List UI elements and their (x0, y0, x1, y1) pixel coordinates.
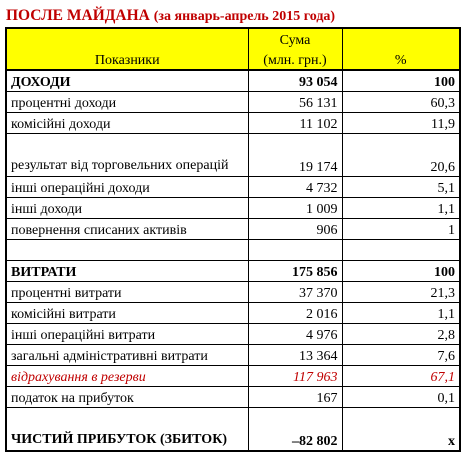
row-value: 56 131 (248, 92, 342, 113)
table-row (6, 177, 460, 198)
row-percent: 7,6 (342, 345, 460, 366)
row-label: процентні витрати (6, 282, 248, 303)
spacer-cell (342, 240, 460, 261)
spacer-cell (248, 240, 342, 261)
table-row (6, 134, 460, 177)
row-label: ЧИСТИЙ ПРИБУТОК (ЗБИТОК) (6, 408, 248, 452)
row-value: 11 102 (248, 113, 342, 134)
row-percent: 100 (342, 70, 460, 92)
row-percent: 100 (342, 261, 460, 282)
row-value: 4 732 (248, 177, 342, 198)
header-row-top (6, 28, 460, 49)
row-percent: 1,1 (342, 303, 460, 324)
table-row (6, 198, 460, 219)
row-value: 167 (248, 387, 342, 408)
header-sum-label: Сума (248, 28, 342, 49)
row-label: ДОХОДИ (6, 70, 248, 92)
table-row (6, 387, 460, 408)
row-value: 117 963 (248, 366, 342, 387)
row-percent: 21,3 (342, 282, 460, 303)
title-main: ПОСЛЕ МАЙДАНА (6, 7, 150, 24)
table-title (6, 5, 335, 27)
table-row (6, 113, 460, 134)
title-subtitle: (за январь-апрель 2015 года) (153, 9, 336, 24)
row-percent: 11,9 (342, 113, 460, 134)
table-row (6, 324, 460, 345)
row-value: –82 802 (248, 408, 342, 452)
table-row (6, 366, 460, 387)
row-percent: 1,1 (342, 198, 460, 219)
financial-table (5, 27, 461, 452)
table-row (6, 303, 460, 324)
table-row (6, 282, 460, 303)
table-row (6, 345, 460, 366)
table-row (6, 92, 460, 113)
row-label: ВИТРАТИ (6, 261, 248, 282)
row-value: 906 (248, 219, 342, 240)
spacer-cell (6, 240, 248, 261)
header-cell-empty (342, 28, 460, 49)
row-value: 19 174 (248, 134, 342, 177)
row-label: загальні адміністративні витрати (6, 345, 248, 366)
row-label: результат від торговельних операцій (6, 134, 248, 177)
row-value: 93 054 (248, 70, 342, 92)
row-value: 175 856 (248, 261, 342, 282)
row-label: інші операційні доходи (6, 177, 248, 198)
row-label: інші доходи (6, 198, 248, 219)
row-label: процентні доходи (6, 92, 248, 113)
row-value: 2 016 (248, 303, 342, 324)
header-percent: % (342, 49, 460, 70)
row-label: податок на прибуток (6, 387, 248, 408)
row-percent: 67,1 (342, 366, 460, 387)
row-label: комісійні витрати (6, 303, 248, 324)
header-sum-unit: (млн. грн.) (248, 49, 342, 70)
row-percent: 1 (342, 219, 460, 240)
table-row (6, 219, 460, 240)
header-cell-empty (6, 28, 248, 49)
row-label: повернення списаних активів (6, 219, 248, 240)
row-percent: 5,1 (342, 177, 460, 198)
table-row (6, 408, 460, 452)
header-indicator: Показники (6, 49, 248, 70)
row-percent: 0,1 (342, 387, 460, 408)
row-percent: x (342, 408, 460, 452)
header-row-bottom (6, 49, 460, 70)
row-value: 13 364 (248, 345, 342, 366)
row-value: 37 370 (248, 282, 342, 303)
table-row (6, 261, 460, 282)
table-row (6, 70, 460, 92)
row-percent: 20,6 (342, 134, 460, 177)
row-percent: 60,3 (342, 92, 460, 113)
spacer-row (6, 240, 460, 261)
row-percent: 2,8 (342, 324, 460, 345)
row-label: інші операційні витрати (6, 324, 248, 345)
row-label: комісійні доходи (6, 113, 248, 134)
row-label: відрахування в резерви (6, 366, 248, 387)
row-value: 4 976 (248, 324, 342, 345)
row-value: 1 009 (248, 198, 342, 219)
